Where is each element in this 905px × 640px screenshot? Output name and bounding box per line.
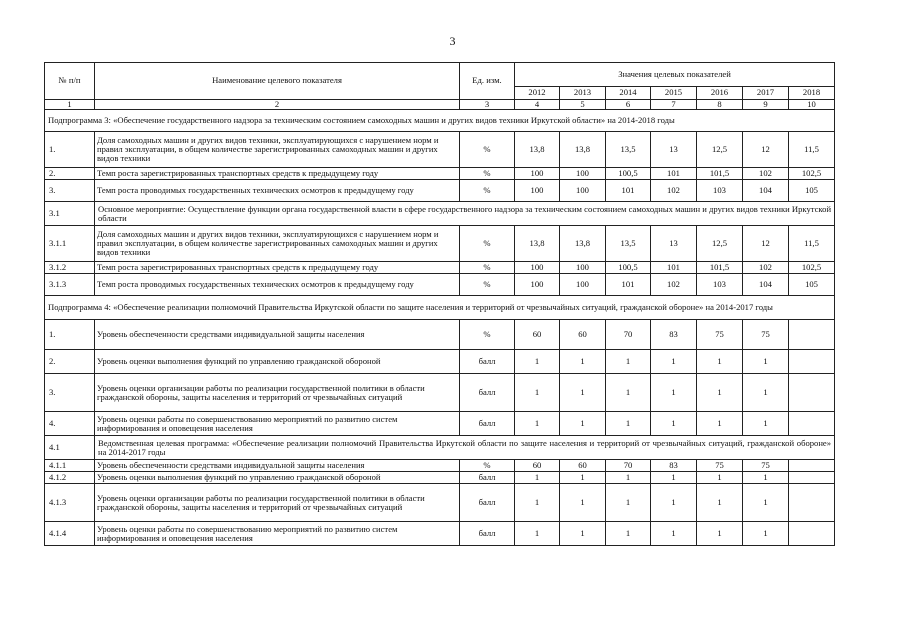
indicator-value: 13,8 xyxy=(560,132,606,168)
indicator-value: 1 xyxy=(515,484,560,522)
indicator-value: 60 xyxy=(515,460,560,472)
indicator-value: 1 xyxy=(560,374,606,412)
column-index-row xyxy=(45,100,835,110)
column-index-cell: 1 xyxy=(45,100,95,110)
header-unit: Ед. изм. xyxy=(460,63,515,100)
indicator-value: 1 xyxy=(606,484,651,522)
indicator-value: 83 xyxy=(651,460,697,472)
indicator-value: 11,5 xyxy=(789,226,835,262)
indicator-value: 1 xyxy=(606,350,651,374)
indicator-value: 105 xyxy=(789,180,835,202)
indicator-name: Уровень обеспеченности средствами индивидуальной защиты населения xyxy=(95,320,460,350)
indicator-value: 102 xyxy=(743,168,789,180)
indicator-value: 100 xyxy=(515,180,560,202)
row-number: 4.1.4 xyxy=(45,522,95,546)
indicator-value: 1 xyxy=(743,484,789,522)
indicator-value: 100 xyxy=(515,168,560,180)
indicator-value: 1 xyxy=(560,484,606,522)
indicator-value: 1 xyxy=(651,374,697,412)
indicator-value: 13,5 xyxy=(606,226,651,262)
indicator-value: 1 xyxy=(697,522,743,546)
row-number: 4.1 xyxy=(45,436,95,460)
indicator-value: 101 xyxy=(606,274,651,296)
column-index-cell: 3 xyxy=(460,100,515,110)
indicator-name: Уровень оценки работы по совершенствованию мероприятий по развитию систем информирования и оповещения населения xyxy=(95,412,460,436)
indicator-value: 102,5 xyxy=(789,168,835,180)
indicator-value: 1 xyxy=(560,412,606,436)
page-number: 3 xyxy=(449,34,456,48)
indicator-value: 103 xyxy=(697,274,743,296)
indicator-unit: балл xyxy=(460,484,515,522)
column-index-cell: 5 xyxy=(560,100,606,110)
indicator-unit: % xyxy=(460,320,515,350)
indicator-value: 100 xyxy=(515,262,560,274)
indicator-row xyxy=(45,274,835,296)
indicator-row xyxy=(45,180,835,202)
indicator-unit: балл xyxy=(460,472,515,484)
row-number: 3. xyxy=(45,180,95,202)
indicator-value: 100,5 xyxy=(606,168,651,180)
indicator-value: 12,5 xyxy=(697,132,743,168)
indicator-value: 83 xyxy=(651,320,697,350)
indicator-value: 1 xyxy=(515,374,560,412)
indicator-value: 75 xyxy=(743,460,789,472)
indicator-value: 60 xyxy=(515,320,560,350)
indicator-row xyxy=(45,412,835,436)
header-year: 2012 xyxy=(515,87,560,100)
indicator-value: 1 xyxy=(606,472,651,484)
indicator-value: 75 xyxy=(697,320,743,350)
column-index-cell: 2 xyxy=(95,100,460,110)
indicator-name: Уровень оценки выполнения функций по управлению гражданской обороной xyxy=(95,350,460,374)
indicator-value: 1 xyxy=(515,412,560,436)
column-index-cell: 9 xyxy=(743,100,789,110)
indicator-value: 101 xyxy=(651,168,697,180)
indicator-value: 100 xyxy=(560,274,606,296)
indicator-value: 13,8 xyxy=(515,226,560,262)
indicator-name: Темп роста зарегистрированных транспортных средств к предыдущему году xyxy=(95,168,460,180)
indicator-unit: балл xyxy=(460,522,515,546)
indicator-value: 13,8 xyxy=(515,132,560,168)
indicator-value: 101,5 xyxy=(697,168,743,180)
indicator-unit: % xyxy=(460,226,515,262)
indicator-value: 1 xyxy=(515,472,560,484)
indicator-value: 1 xyxy=(743,522,789,546)
row-number: 4.1.3 xyxy=(45,484,95,522)
indicator-value: 1 xyxy=(515,350,560,374)
indicator-row xyxy=(45,320,835,350)
header-num: № п/п xyxy=(45,63,95,100)
indicator-name: Темп роста проводимых государственных технических осмотров к предыдущему году xyxy=(95,274,460,296)
indicator-unit: % xyxy=(460,262,515,274)
indicator-value: 101,5 xyxy=(697,262,743,274)
column-index-cell: 7 xyxy=(651,100,697,110)
indicator-value: 100 xyxy=(560,168,606,180)
indicator-value: 13,5 xyxy=(606,132,651,168)
indicator-value: 100 xyxy=(560,180,606,202)
indicator-value: 1 xyxy=(651,412,697,436)
indicator-value: 1 xyxy=(606,374,651,412)
indicator-value: 1 xyxy=(697,484,743,522)
measure-row xyxy=(45,202,835,226)
indicator-name: Уровень оценки организации работы по реализации государственной политики в области гражданской обороны, защиты населения и территорий от чрезвычайных ситуаций xyxy=(95,374,460,412)
indicator-value: 70 xyxy=(606,320,651,350)
indicator-value: 101 xyxy=(606,180,651,202)
header-name: Наименование целевого показателя xyxy=(95,63,460,100)
indicator-value: 1 xyxy=(697,412,743,436)
indicator-name: Доля самоходных машин и других видов техники, эксплуатирующихся с нарушением норм и правил эксплуатации, в общем количестве зарегистрированных самоходных машин и других видов техники xyxy=(95,226,460,262)
indicator-value xyxy=(789,374,835,412)
indicator-value: 1 xyxy=(697,472,743,484)
header-year: 2014 xyxy=(606,87,651,100)
row-number: 4. xyxy=(45,412,95,436)
header-year: 2018 xyxy=(789,87,835,100)
indicator-value: 1 xyxy=(697,374,743,412)
indicator-unit: % xyxy=(460,274,515,296)
indicator-name: Уровень оценки организации работы по реализации государственной политики в области гражданской обороны, защиты населения и территорий от чрезвычайных ситуаций xyxy=(95,484,460,522)
indicator-value: 1 xyxy=(651,484,697,522)
indicator-value: 75 xyxy=(697,460,743,472)
indicator-value: 1 xyxy=(697,350,743,374)
indicator-value xyxy=(789,460,835,472)
indicator-value: 1 xyxy=(743,350,789,374)
indicator-value xyxy=(789,484,835,522)
indicator-row xyxy=(45,168,835,180)
indicator-value: 102 xyxy=(651,180,697,202)
indicator-value: 103 xyxy=(697,180,743,202)
row-number: 2. xyxy=(45,168,95,180)
subprogram-title: Подпрограмма 3: «Обеспечение государственного надзора за техническим состоянием самоходных машин и других видов техники Иркутской области» на 2014-2018 годы xyxy=(45,110,835,132)
indicator-row xyxy=(45,522,835,546)
indicator-name: Темп роста проводимых государственных технических осмотров к предыдущему году xyxy=(95,180,460,202)
indicator-value: 1 xyxy=(743,472,789,484)
column-index-cell: 4 xyxy=(515,100,560,110)
row-number: 4.1.1 xyxy=(45,460,95,472)
indicator-unit: % xyxy=(460,460,515,472)
row-number: 2. xyxy=(45,350,95,374)
indicator-row xyxy=(45,226,835,262)
indicator-value: 100,5 xyxy=(606,262,651,274)
indicator-value: 1 xyxy=(606,412,651,436)
indicator-value: 1 xyxy=(651,350,697,374)
indicator-value: 1 xyxy=(560,472,606,484)
indicator-value: 12 xyxy=(743,226,789,262)
row-number: 4.1.2 xyxy=(45,472,95,484)
subprogram-title: Подпрограмма 4: «Обеспечение реализации полномочий Правительства Иркутской области по защите населения и территорий от чрезвычайных ситуаций, гражданской обороне» на 2014-2017 годы xyxy=(45,296,835,320)
indicator-value: 75 xyxy=(743,320,789,350)
indicator-name: Уровень оценки работы по совершенствованию мероприятий по развитию систем информирования и оповещения населения xyxy=(95,522,460,546)
indicator-unit: балл xyxy=(460,374,515,412)
measure-title: Основное мероприятие: Осуществление функции органа государственной власти в сфере государственного надзора за техническим состоянием самоходных машин и других видов техники Иркутской области xyxy=(95,202,835,226)
indicator-unit: % xyxy=(460,180,515,202)
indicators-table xyxy=(44,62,835,546)
indicator-value: 13,8 xyxy=(560,226,606,262)
indicator-row xyxy=(45,484,835,522)
column-index-cell: 10 xyxy=(789,100,835,110)
indicator-row xyxy=(45,262,835,274)
indicator-value xyxy=(789,472,835,484)
row-number: 3.1.3 xyxy=(45,274,95,296)
header-year: 2017 xyxy=(743,87,789,100)
indicator-row xyxy=(45,132,835,168)
indicator-value: 102 xyxy=(651,274,697,296)
indicator-value: 60 xyxy=(560,320,606,350)
indicator-name: Уровень оценки выполнения функций по управлению гражданской обороной xyxy=(95,472,460,484)
indicator-value: 12,5 xyxy=(697,226,743,262)
indicator-unit: % xyxy=(460,168,515,180)
indicator-value: 104 xyxy=(743,274,789,296)
indicator-name: Доля самоходных машин и других видов техники, эксплуатирующихся с нарушением норм и правил эксплуатации, в общем количестве зарегистрированных самоходных машин и других видов техники xyxy=(95,132,460,168)
indicator-row xyxy=(45,350,835,374)
row-number: 1. xyxy=(45,320,95,350)
indicator-value: 1 xyxy=(560,350,606,374)
indicator-value xyxy=(789,350,835,374)
measure-title: Ведомственная целевая программа: «Обеспечение реализации полномочий Правительства Иркутской области по защите населения и территорий от чрезвычайных ситуаций, гражданской обороне» на 2014-2017 годы xyxy=(95,436,835,460)
subprogram-row xyxy=(45,296,835,320)
indicator-value: 100 xyxy=(560,262,606,274)
indicator-value: 70 xyxy=(606,460,651,472)
header-year: 2015 xyxy=(651,87,697,100)
indicator-value xyxy=(789,522,835,546)
indicator-value: 1 xyxy=(560,522,606,546)
header-row xyxy=(45,63,835,87)
indicator-value: 1 xyxy=(743,374,789,412)
indicator-name: Уровень обеспеченности средствами индивидуальной защиты населения xyxy=(95,460,460,472)
row-number: 3.1.1 xyxy=(45,226,95,262)
column-index-cell: 8 xyxy=(697,100,743,110)
indicator-value: 12 xyxy=(743,132,789,168)
indicator-value: 102,5 xyxy=(789,262,835,274)
indicator-value: 60 xyxy=(560,460,606,472)
indicator-value: 1 xyxy=(651,472,697,484)
row-number: 3.1 xyxy=(45,202,95,226)
indicator-row xyxy=(45,460,835,472)
header-year: 2016 xyxy=(697,87,743,100)
indicator-value xyxy=(789,412,835,436)
indicator-value: 1 xyxy=(606,522,651,546)
subprogram-row xyxy=(45,110,835,132)
indicator-row xyxy=(45,374,835,412)
indicator-name: Темп роста зарегистрированных транспортных средств к предыдущему году xyxy=(95,262,460,274)
indicator-value: 104 xyxy=(743,180,789,202)
indicator-value: 1 xyxy=(743,412,789,436)
measure-row xyxy=(45,436,835,460)
indicator-value: 13 xyxy=(651,226,697,262)
indicator-value: 13 xyxy=(651,132,697,168)
row-number: 1. xyxy=(45,132,95,168)
indicator-value: 1 xyxy=(515,522,560,546)
header-year: 2013 xyxy=(560,87,606,100)
header-values-group: Значения целевых показателей xyxy=(515,63,835,87)
column-index-cell: 6 xyxy=(606,100,651,110)
indicator-value: 100 xyxy=(515,274,560,296)
indicator-value: 102 xyxy=(743,262,789,274)
indicator-unit: балл xyxy=(460,412,515,436)
row-number: 3. xyxy=(45,374,95,412)
indicator-value: 1 xyxy=(651,522,697,546)
indicator-row xyxy=(45,472,835,484)
indicator-value: 101 xyxy=(651,262,697,274)
indicator-unit: балл xyxy=(460,350,515,374)
row-number: 3.1.2 xyxy=(45,262,95,274)
indicator-unit: % xyxy=(460,132,515,168)
indicator-value xyxy=(789,320,835,350)
indicator-value: 105 xyxy=(789,274,835,296)
indicator-value: 11,5 xyxy=(789,132,835,168)
